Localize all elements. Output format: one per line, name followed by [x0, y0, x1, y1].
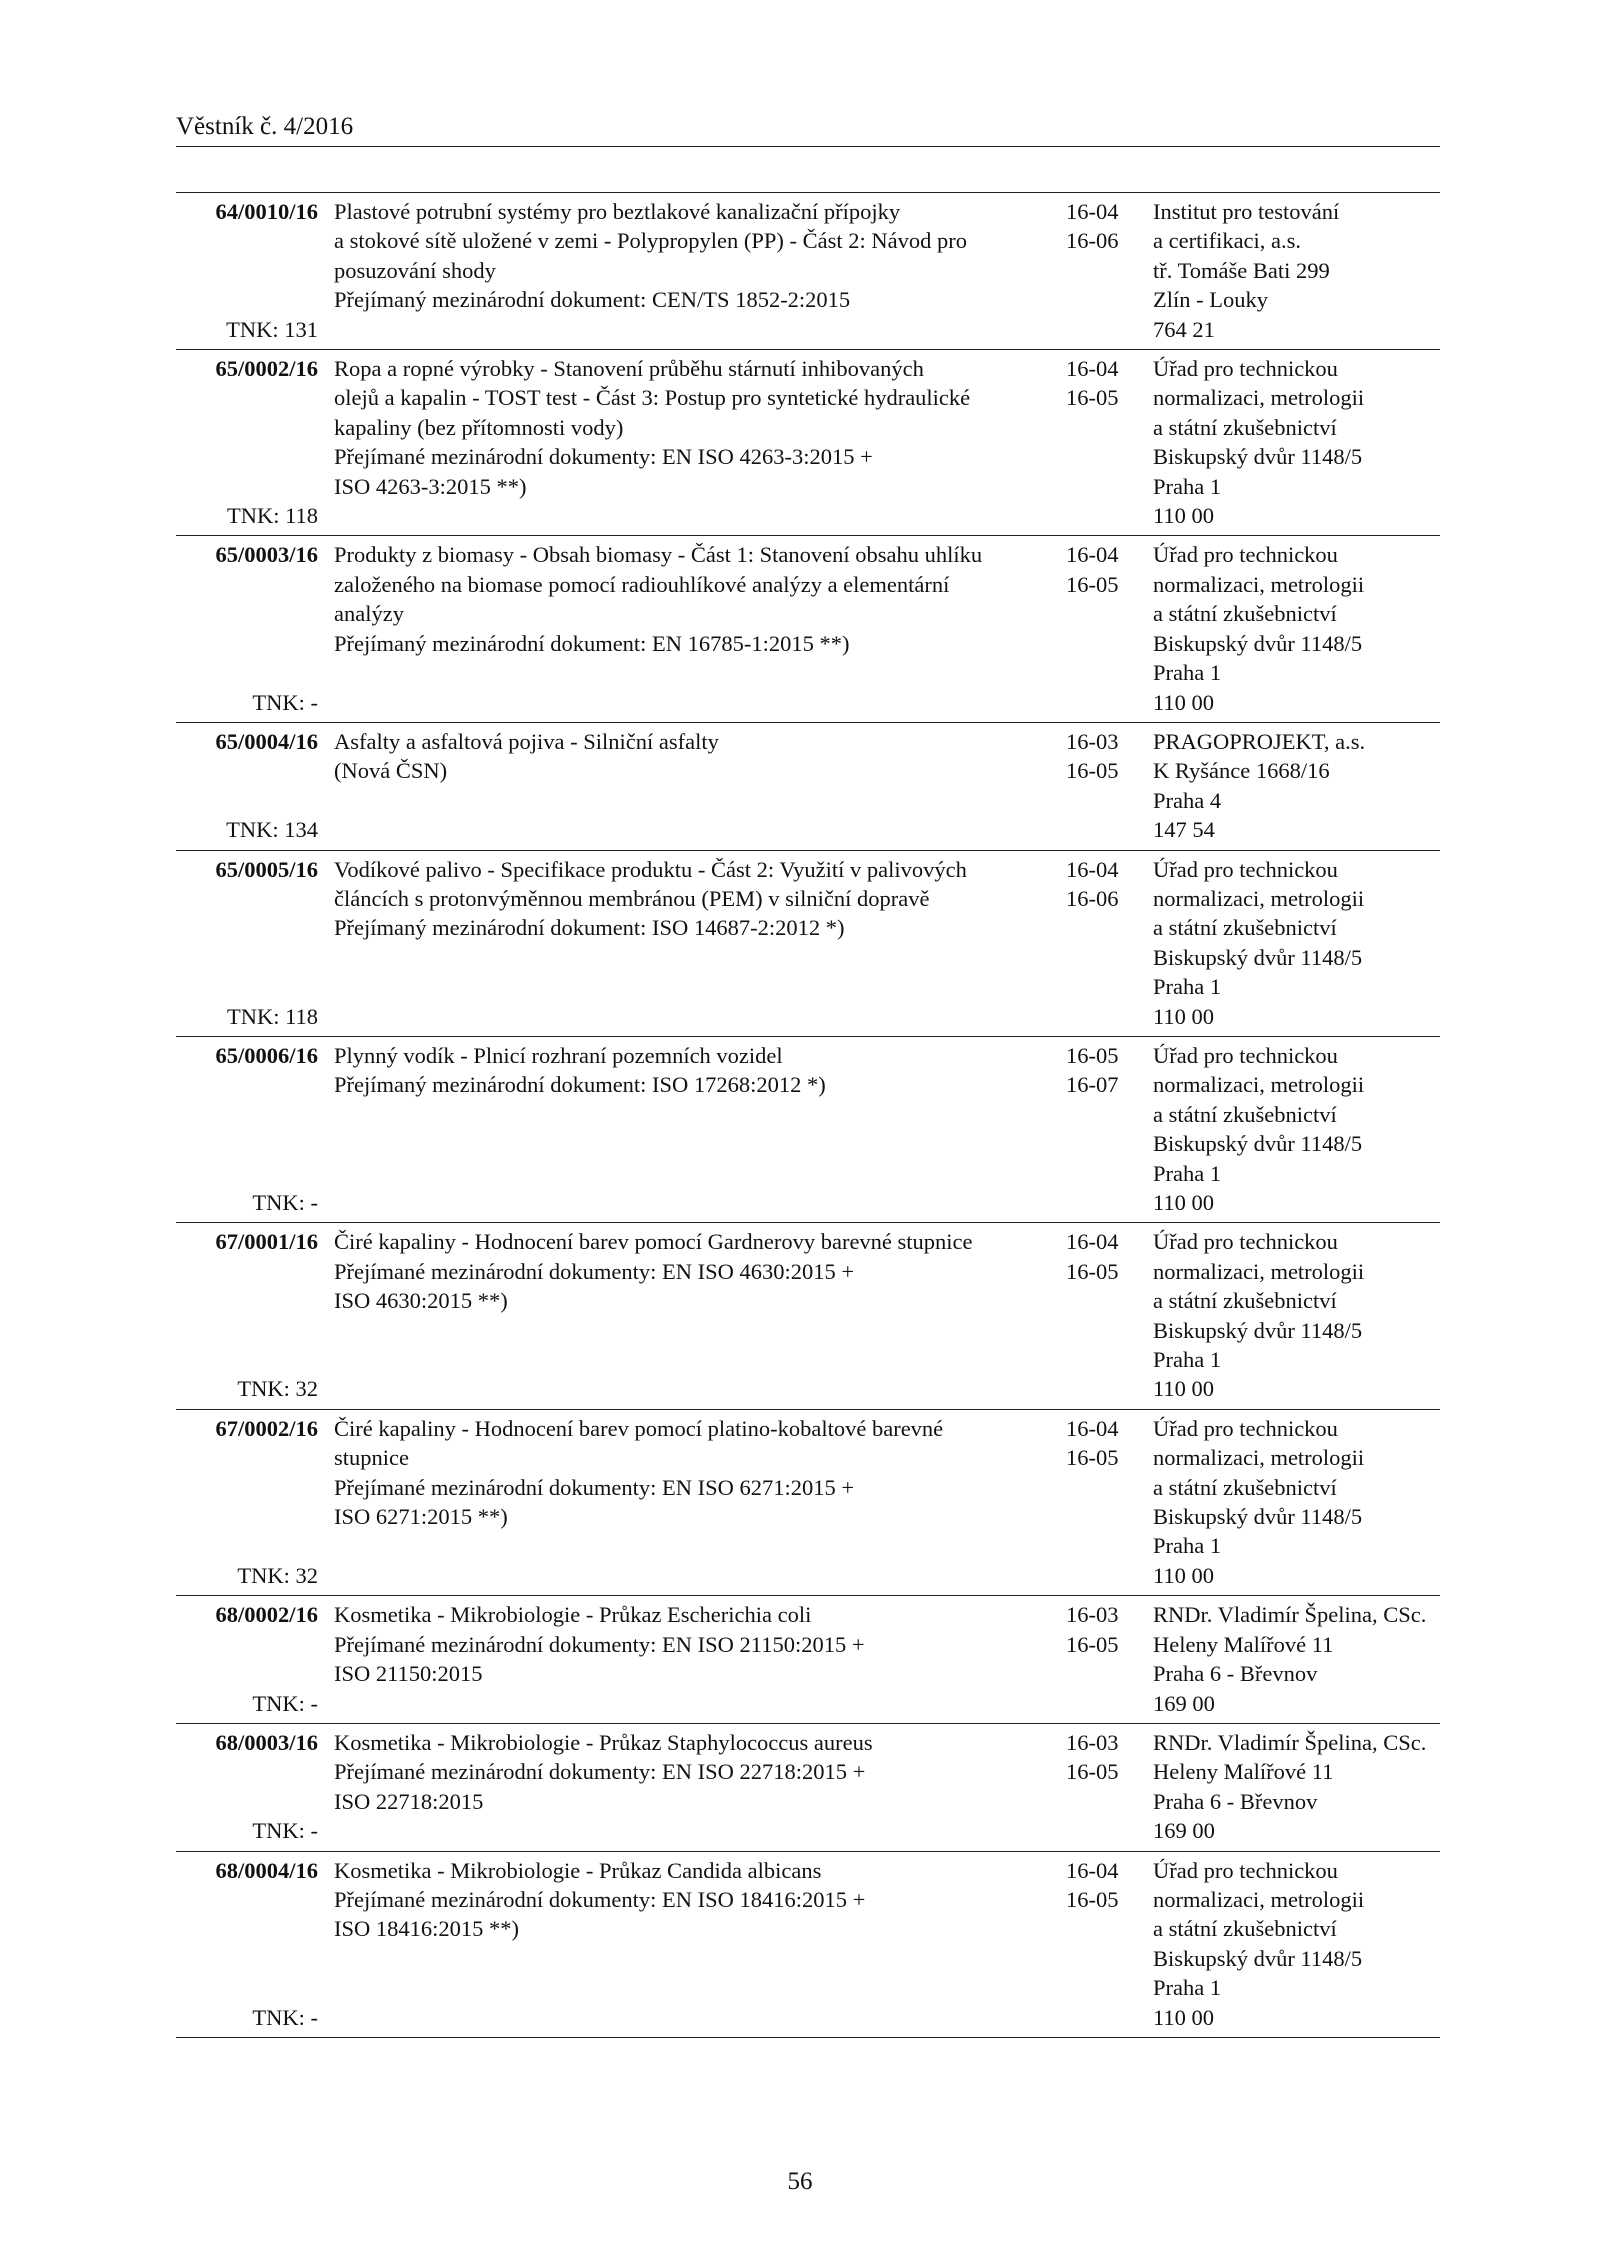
address-line: Praha 1: [1153, 1160, 1222, 1186]
record-description: [318, 1414, 1060, 1590]
record-tnk: TNK: 118: [226, 1003, 318, 1029]
address-line: RNDr. Vladimír Špelina, CSc.: [1153, 1729, 1427, 1755]
record-description: [318, 1600, 1060, 1718]
description-line: Přejímaný mezinárodní dokument: EN 16785-1:2015 **): [334, 630, 850, 656]
description-line: Přejímaný mezinárodní dokument: CEN/TS 1852-2:2015: [334, 287, 851, 313]
address-line: normalizaci, metrologii: [1153, 385, 1365, 411]
record-dates: [1060, 727, 1147, 845]
record-row: [176, 536, 1440, 722]
record-dates: [1060, 1600, 1147, 1718]
address-line: 110 00: [1153, 2004, 1215, 2030]
record-tnk: TNK: -: [252, 1190, 318, 1215]
address-line: Úřad pro technickou: [1153, 856, 1338, 882]
date-value: 16-03: [1066, 728, 1119, 754]
description-line: analýzy: [334, 601, 404, 627]
date-value: 16-04: [1066, 356, 1119, 382]
record-tnk: TNK: -: [252, 2004, 318, 2030]
record-description: [318, 354, 1060, 530]
record-tnk: TNK: 118: [226, 503, 318, 529]
record-description: [318, 1041, 1060, 1217]
date-value: 16-06: [1066, 885, 1119, 911]
record-number: 67/0002/16: [215, 1415, 318, 1441]
record-number: 65/0004/16: [215, 728, 318, 754]
record-tnk: TNK: -: [252, 689, 318, 715]
address-line: 169 00: [1153, 1690, 1215, 1716]
record-description: [318, 540, 1060, 716]
description-line: Přejímaný mezinárodní dokument: ISO 14687-2:2012 *): [334, 915, 845, 941]
address-line: Biskupský dvůr 1148/5: [1153, 1131, 1363, 1157]
record-row: [176, 1223, 1440, 1409]
date-value: 16-04: [1066, 856, 1119, 882]
description-line: posuzování shody: [334, 257, 496, 283]
record-row: [176, 851, 1440, 1037]
page-header: [176, 112, 1440, 147]
record-id-column: [176, 1728, 318, 1846]
description-line: kapaliny (bez přítomnosti vody): [334, 414, 624, 440]
address-line: Úřad pro technickou: [1153, 1857, 1338, 1883]
description-line: stupnice: [334, 1445, 409, 1471]
record-id-column: [176, 1041, 318, 1217]
record-dates: [1060, 1728, 1147, 1846]
address-line: normalizaci, metrologii: [1153, 571, 1365, 597]
address-line: Praha 6 - Břevnov: [1153, 1661, 1318, 1687]
address-line: Praha 1: [1153, 1533, 1222, 1559]
record-number: 65/0002/16: [215, 356, 318, 382]
address-line: Biskupský dvůr 1148/5: [1153, 944, 1363, 970]
address-line: Biskupský dvůr 1148/5: [1153, 1945, 1363, 1971]
address-line: normalizaci, metrologii: [1153, 885, 1365, 911]
record-id-column: [176, 1600, 318, 1718]
address-line: Praha 1: [1153, 660, 1222, 686]
address-line: Heleny Malířové 11: [1153, 1631, 1334, 1657]
record-address: [1147, 540, 1440, 716]
address-line: 110 00: [1153, 1562, 1215, 1588]
record-id-column: [176, 1227, 318, 1403]
record-id-column: [176, 1414, 318, 1590]
address-line: normalizaci, metrologii: [1153, 1886, 1365, 1912]
record-id-column: [176, 727, 318, 845]
record-dates: [1060, 540, 1147, 716]
date-value: 16-03: [1066, 1602, 1119, 1628]
record-description: [318, 197, 1060, 344]
address-line: RNDr. Vladimír Špelina, CSc.: [1153, 1602, 1427, 1628]
address-line: Úřad pro technickou: [1153, 1229, 1338, 1255]
address-line: 110 00: [1153, 689, 1215, 715]
record-tnk: TNK: 134: [226, 817, 318, 843]
address-line: a státní zkušebnictví: [1153, 414, 1337, 440]
record-id-column: [176, 1856, 318, 2032]
description-line: Čiré kapaliny - Hodnocení barev pomocí platino-kobaltové barevné: [334, 1415, 944, 1441]
record-tnk: TNK: -: [252, 1690, 318, 1716]
record-address: [1147, 1041, 1440, 1217]
address-line: a státní zkušebnictví: [1153, 1288, 1337, 1314]
date-value: 16-05: [1066, 571, 1119, 597]
description-line: Kosmetika - Mikrobiologie - Průkaz Candida albicans: [334, 1857, 822, 1883]
record-address: [1147, 1856, 1440, 2032]
record-row: [176, 1852, 1440, 2038]
description-line: Plynný vodík - Plnicí rozhraní pozemních vozidel: [334, 1042, 783, 1068]
record-number: 67/0001/16: [215, 1229, 318, 1255]
date-value: 16-05: [1066, 1042, 1119, 1068]
description-line: Vodíkové palivo - Specifikace produktu - Část 2: Využití v palivových: [334, 856, 967, 882]
address-line: 110 00: [1153, 503, 1215, 529]
address-line: a státní zkušebnictví: [1153, 1916, 1337, 1942]
description-line: Kosmetika - Mikrobiologie - Průkaz Staphylococcus aureus: [334, 1729, 873, 1755]
record-dates: [1060, 354, 1147, 530]
address-line: normalizaci, metrologii: [1153, 1258, 1365, 1284]
record-dates: [1060, 197, 1147, 344]
description-line: Přejímané mezinárodní dokumenty: EN ISO 21150:2015 +: [334, 1631, 865, 1657]
record-tnk: TNK: 32: [237, 1562, 318, 1588]
address-line: 110 00: [1153, 1190, 1215, 1215]
record-address: [1147, 727, 1440, 845]
address-line: 110 00: [1153, 1003, 1215, 1029]
date-value: 16-05: [1066, 758, 1119, 784]
record-dates: [1060, 1227, 1147, 1403]
address-line: Praha 1: [1153, 974, 1222, 1000]
address-line: Heleny Malířové 11: [1153, 1759, 1334, 1785]
address-line: Biskupský dvůr 1148/5: [1153, 630, 1363, 656]
address-line: Úřad pro technickou: [1153, 356, 1338, 382]
record-dates: [1060, 1856, 1147, 2032]
record-number: 65/0003/16: [215, 542, 318, 568]
address-line: a certifikaci, a.s.: [1153, 228, 1302, 254]
record-number: 65/0006/16: [215, 1042, 318, 1068]
date-value: 16-04: [1066, 1857, 1119, 1883]
record-tnk: TNK: 131: [226, 316, 318, 342]
description-line: Přejímané mezinárodní dokumenty: EN ISO 22718:2015 +: [334, 1759, 866, 1785]
record-row: [176, 1596, 1440, 1724]
description-line: Přejímané mezinárodní dokumenty: EN ISO 18416:2015 +: [334, 1886, 866, 1912]
description-line: Produkty z biomasy - Obsah biomasy - Část 1: Stanovení obsahu uhlíku: [334, 542, 983, 568]
record-number: 65/0005/16: [215, 856, 318, 882]
address-line: K Ryšánce 1668/16: [1153, 758, 1330, 784]
address-line: a státní zkušebnictví: [1153, 601, 1337, 627]
description-line: Asfalty a asfaltová pojiva - Silniční asfalty: [334, 728, 719, 754]
record-description: [318, 727, 1060, 845]
address-line: Biskupský dvůr 1148/5: [1153, 1504, 1363, 1530]
record-tnk: TNK: 32: [237, 1376, 318, 1402]
address-line: normalizaci, metrologii: [1153, 1072, 1365, 1098]
address-line: Institut pro testování: [1153, 199, 1340, 224]
record-dates: [1060, 1414, 1147, 1590]
date-value: 16-04: [1066, 1229, 1119, 1255]
description-line: olejů a kapalin - TOST test - Část 3: Postup pro syntetické hydraulické: [334, 385, 971, 411]
date-value: 16-05: [1066, 1631, 1119, 1657]
record-id-column: [176, 197, 318, 344]
record-tnk: TNK: -: [252, 1818, 318, 1844]
address-line: Biskupský dvůr 1148/5: [1153, 1317, 1363, 1343]
record-address: [1147, 354, 1440, 530]
record-address: [1147, 197, 1440, 344]
description-line: (Nová ČSN): [334, 758, 448, 784]
address-line: 764 21: [1153, 316, 1215, 342]
record-address: [1147, 1728, 1440, 1846]
description-line: Čiré kapaliny - Hodnocení barev pomocí Gardnerovy barevné stupnice: [334, 1229, 973, 1255]
record-id-column: [176, 354, 318, 530]
record-row: [176, 350, 1440, 536]
record-row: [176, 1410, 1440, 1596]
record-address: [1147, 1600, 1440, 1718]
record-dates: [1060, 855, 1147, 1031]
date-value: 16-03: [1066, 1729, 1119, 1755]
description-line: Ropa a ropné výrobky - Stanovení průběhu stárnutí inhibovaných: [334, 356, 924, 382]
description-line: Kosmetika - Mikrobiologie - Průkaz Escherichia coli: [334, 1602, 812, 1628]
address-line: Úřad pro technickou: [1153, 1415, 1338, 1441]
record-description: [318, 1856, 1060, 2032]
description-line: ISO 22718:2015: [334, 1788, 484, 1814]
record-row: [176, 193, 1440, 350]
description-line: ISO 21150:2015: [334, 1661, 483, 1687]
description-line: Přejímané mezinárodní dokumenty: EN ISO 4263-3:2015 +: [334, 444, 873, 470]
description-line: ISO 6271:2015 **): [334, 1504, 508, 1530]
address-line: Zlín - Louky: [1153, 287, 1268, 313]
address-line: a státní zkušebnictví: [1153, 1474, 1337, 1500]
date-value: 16-04: [1066, 542, 1119, 568]
description-line: článcích s protonvýměnnou membránou (PEM) v silniční dopravě: [334, 885, 930, 911]
date-value: 16-05: [1066, 1445, 1119, 1471]
address-line: Biskupský dvůr 1148/5: [1153, 444, 1363, 470]
address-line: Úřad pro technickou: [1153, 1042, 1338, 1068]
date-value: 16-05: [1066, 1886, 1119, 1912]
date-value: 16-05: [1066, 385, 1119, 411]
address-line: normalizaci, metrologii: [1153, 1445, 1365, 1471]
record-number: 68/0003/16: [215, 1729, 318, 1755]
record-id-column: [176, 540, 318, 716]
record-row: [176, 723, 1440, 851]
record-row: [176, 1037, 1440, 1223]
date-value: 16-05: [1066, 1258, 1119, 1284]
records-table: [176, 192, 1440, 2038]
record-address: [1147, 1227, 1440, 1403]
description-line: ISO 18416:2015 **): [334, 1916, 519, 1942]
description-line: Přejímané mezinárodní dokumenty: EN ISO 4630:2015 +: [334, 1258, 855, 1284]
date-value: 16-07: [1066, 1072, 1119, 1098]
address-line: Praha 1: [1153, 1347, 1222, 1373]
record-row: [176, 1724, 1440, 1852]
description-line: Přejímané mezinárodní dokumenty: EN ISO 6271:2015 +: [334, 1474, 855, 1500]
journal-title: Věstník č. 4/2016: [176, 113, 354, 140]
address-line: Praha 1: [1153, 1975, 1222, 2001]
address-line: Praha 6 - Břevnov: [1153, 1788, 1318, 1814]
page-number: 56: [787, 2168, 813, 2195]
date-value: 16-06: [1066, 228, 1119, 254]
address-line: Úřad pro technickou: [1153, 542, 1338, 568]
record-id-column: [176, 855, 318, 1031]
description-line: a stokové sítě uložené v zemi - Polypropylen (PP) - Část 2: Návod pro: [334, 228, 968, 254]
record-address: [1147, 855, 1440, 1031]
date-value: 16-05: [1066, 1759, 1119, 1785]
description-line: založeného na biomase pomocí radiouhlíkové analýzy a elementární: [334, 571, 950, 597]
description-line: ISO 4630:2015 **): [334, 1288, 508, 1314]
record-description: [318, 1227, 1060, 1403]
address-line: 147 54: [1153, 817, 1215, 843]
address-line: Praha 1: [1153, 473, 1222, 499]
description-line: Plastové potrubní systémy pro beztlakové kanalizační přípojky: [334, 199, 901, 224]
address-line: a státní zkušebnictví: [1153, 915, 1337, 941]
record-description: [318, 1728, 1060, 1846]
address-line: a státní zkušebnictví: [1153, 1101, 1337, 1127]
record-description: [318, 855, 1060, 1031]
record-number: 68/0002/16: [215, 1602, 318, 1628]
record-number: 64/0010/16: [215, 199, 318, 224]
description-line: Přejímaný mezinárodní dokument: ISO 17268:2012 *): [334, 1072, 826, 1098]
description-line: ISO 4263-3:2015 **): [334, 473, 527, 499]
address-line: Praha 4: [1153, 787, 1222, 813]
record-address: [1147, 1414, 1440, 1590]
address-line: 110 00: [1153, 1376, 1215, 1402]
address-line: 169 00: [1153, 1818, 1215, 1844]
address-line: tř. Tomáše Bati 299: [1153, 257, 1330, 283]
record-dates: [1060, 1041, 1147, 1217]
record-number: 68/0004/16: [215, 1857, 318, 1883]
date-value: 16-04: [1066, 1415, 1119, 1441]
address-line: PRAGOPROJEKT, a.s.: [1153, 728, 1366, 754]
date-value: 16-04: [1066, 199, 1119, 224]
